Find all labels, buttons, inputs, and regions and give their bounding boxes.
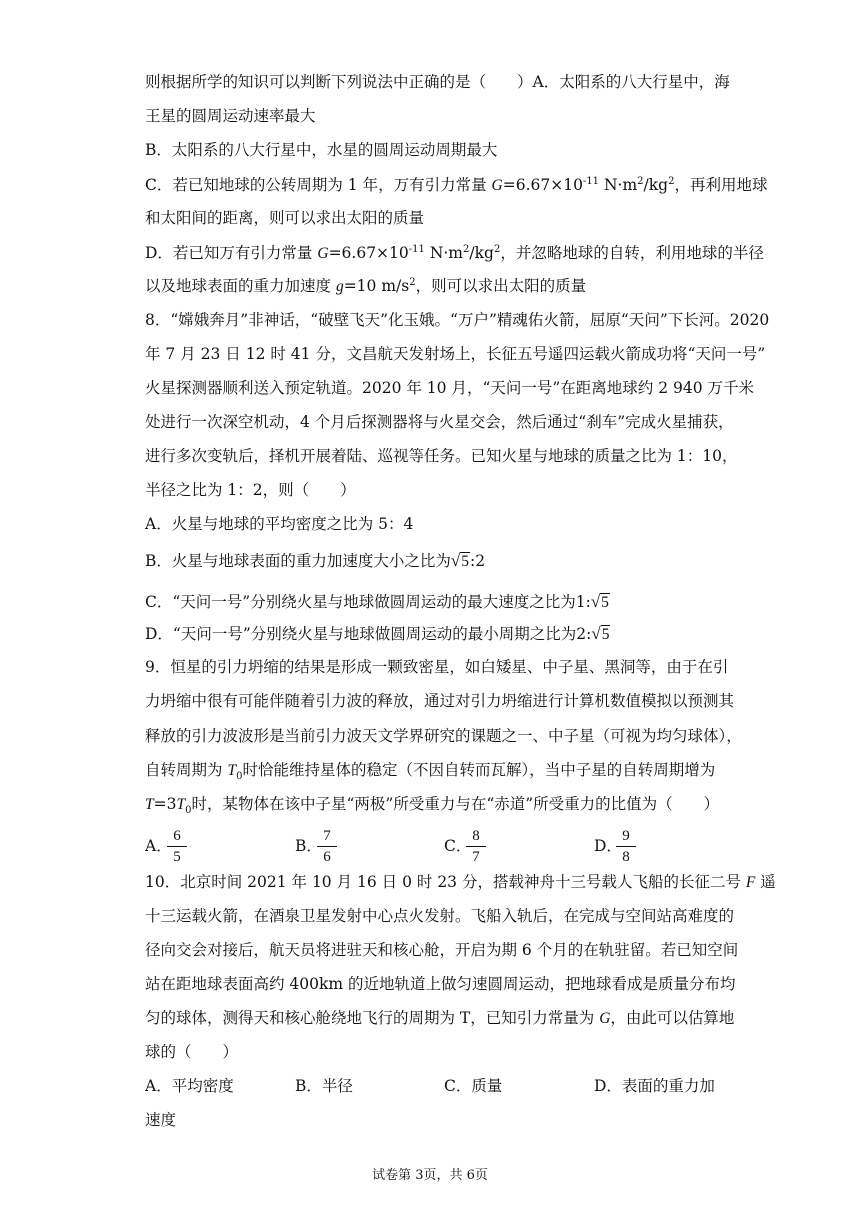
- question-9: 9．恒星的引力坍缩的结果是形成一颗致密星，如白矮星、中子星、黑洞等，由于在引: [145, 658, 729, 676]
- option-b: B．半径: [295, 1077, 353, 1095]
- text-line: 火星探测器顺利送入预定轨道。2020 年 10 月，“天问一号”在距离地球约 2 940 万千米: [145, 379, 755, 397]
- text-line: 站在距地球表面高约 400km 的近地轨道上做匀速圆周运动，把地球看成是质量分布均: [145, 975, 736, 993]
- text-line: 释放的引力波波形是当前引力波天文学界研究的课题之一、中子星（可视为均匀球体），: [145, 727, 742, 745]
- option-b: B．火星与地球表面的重力加速度大小之比为√5:2: [145, 551, 486, 570]
- text-line: C．若已知地球的公转周期为 1 年，万有引力常量 $G=6.67\times 10^{-11}$ $N\cdot m^2/kg^2$，再利用地球: [145, 175, 768, 194]
- option-c: C．质量: [444, 1077, 503, 1095]
- option-a: A．平均密度: [145, 1077, 234, 1095]
- text-line: 匀的球体，测得天和核心舱绕地飞行的周期为 T，已知引力常量为 G，由此可以估算地: [145, 1009, 735, 1027]
- option-d-label: D．: [594, 837, 622, 855]
- text-line: 自转周期为 $T_0$时恰能维持星体的稳定（不因自转而瓦解），当中子星的自转周期增为: [145, 761, 716, 783]
- option-b-label: B．: [295, 837, 322, 855]
- text-line: 以及地球表面的重力加速度 g=10 $m/s^2$，则可以求出太阳的质量: [145, 276, 587, 295]
- option-d: D．“天问一号”分别绕火星与地球做圆周运动的最小周期之比为2:√5: [145, 624, 610, 643]
- text-line: 径向交会对接后，航天员将进驻天和核心舱，开启为期 6 个月的在轨驻留。若已知空间: [145, 941, 739, 959]
- question-10: 10．北京时间 2021 年 10 月 16 日 0 时 23 分，搭载神舟十三号载人飞船的长征二号 F 遥: [145, 873, 776, 891]
- text-line: D．若已知万有引力常量 $G=6.67\times 10^{-11}$ $N\cdot m^2/kg^2$，并忽略地球的自转，利用地球的半径: [145, 243, 764, 262]
- option-a: A．火星与地球的平均密度之比为 5：4: [145, 515, 414, 533]
- page-footer: 试卷第 3页，共 6页: [372, 1168, 488, 1183]
- text-line: 王星的圆周运动速率最大: [145, 107, 316, 125]
- text-line: B．太阳系的八大行星中，水星的圆周运动周期最大: [145, 141, 498, 159]
- sqrt-expression: √5: [590, 592, 609, 611]
- text-line: 力坍缩中很有可能伴随着引力波的释放，通过对引力坍缩进行计算机数值模拟以预测其: [145, 692, 735, 710]
- text-line: 和太阳间的距离，则可以求出太阳的质量: [145, 209, 425, 227]
- option-c-label: C．: [444, 837, 472, 855]
- text-line: $T=3T_0$时，某物体在该中子星“两极”所受重力与在“赤道”所受重力的比值为（ ）: [145, 795, 720, 817]
- question-8: 8．“嫦娥奔月”非神话，“破壁飞天”化玉娥。“万户”精魂佑火箭，屈原“天问”下长河。2020: [145, 311, 770, 329]
- text-line: 十三运载火箭，在酒泉卫星发射中心点火发射。飞船入轨后，在完成与空间站高难度的: [145, 907, 735, 925]
- sqrt-expression: √5: [450, 551, 469, 570]
- fraction: $\frac{9}{8}$: [616, 826, 636, 867]
- sqrt-expression: √5: [591, 624, 610, 643]
- text-line: 则根据所学的知识可以判断下列说法中正确的是（ ）A．太阳系的八大行星中，海: [145, 73, 730, 91]
- text-line: 年 7 月 23 日 12 时 41 分，文昌航天发射场上，长征五号遥四运载火箭成功将“天问一号”: [145, 345, 766, 363]
- text-line: 处进行一次深空机动，4 个月后探测器将与火星交会，然后通过“刹车”完成火星捕获，: [145, 413, 734, 431]
- option-c: C．“天问一号”分别绕火星与地球做圆周运动的最大速度之比为1:√5: [145, 592, 609, 611]
- text-line: 半径之比为 1：2，则（ ）: [145, 481, 356, 499]
- fraction: $\frac{7}{6}$: [317, 826, 337, 867]
- text-line: 速度: [145, 1111, 177, 1129]
- text-line: 进行多次变轨后，择机开展着陆、巡视等任务。已知火星与地球的质量之比为 1：10，: [145, 447, 738, 465]
- option-a-label: A．: [145, 837, 172, 855]
- fraction: $\frac{8}{7}$: [466, 826, 486, 867]
- option-d: D．表面的重力加: [594, 1077, 715, 1095]
- text-line: 球的（ ）: [145, 1043, 239, 1061]
- fraction: $\frac{6}{5}$: [167, 826, 187, 867]
